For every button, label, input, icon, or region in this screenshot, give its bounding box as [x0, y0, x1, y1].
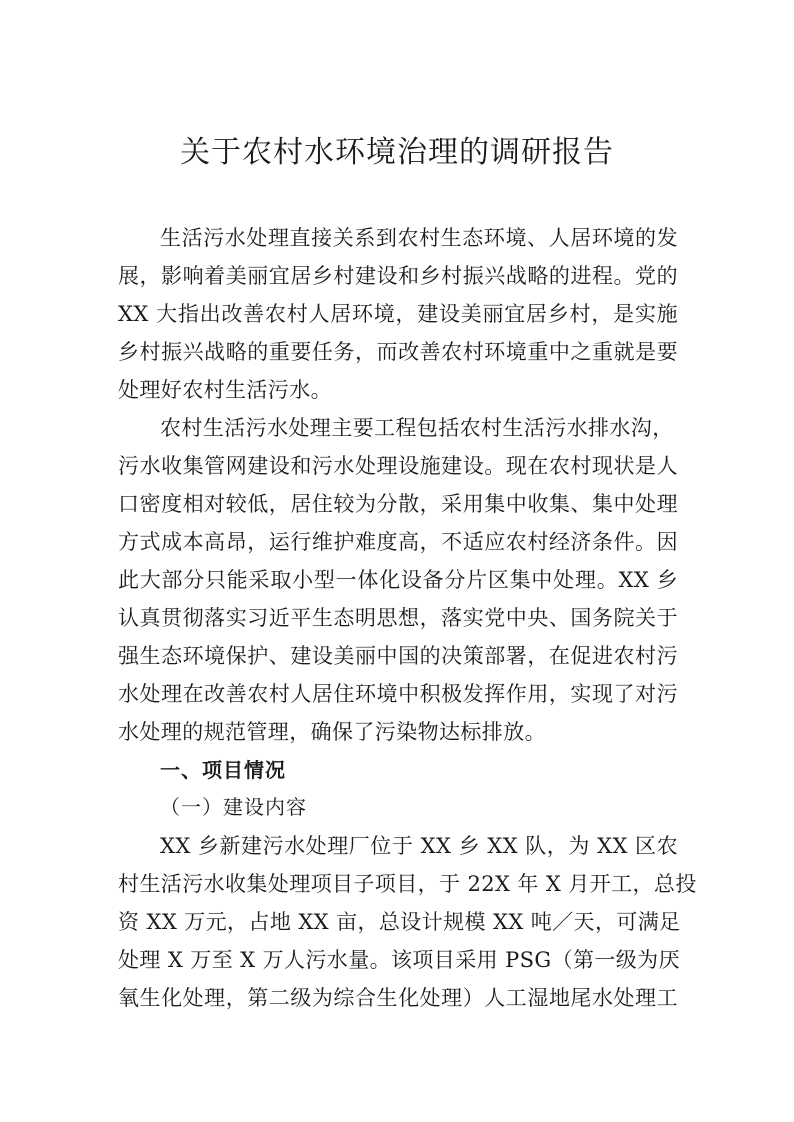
paragraph-3-line-5: 氧生化处理，第二级为综合生化处理）人工湿地尾水处理工 — [118, 986, 678, 1010]
paragraph-2-line-7: 强生态环境保护、建设美丽中国的决策部署，在促进农村污 — [118, 644, 678, 668]
subsection-heading-1: （一）建设内容 — [160, 795, 307, 819]
paragraph-2-line-8: 水处理在改善农村人居住环境中积极发挥作用，实现了对污 — [118, 682, 678, 706]
document-title: 关于农村水环境治理的调研报告 — [180, 135, 614, 170]
paragraph-3-line-2: 村生活污水收集处理项目子项目，于 22X 年 X 月开工，总投 — [118, 872, 697, 896]
paragraph-1-line-3: XX 大指出改善农村人居环境，建设美丽宜居乡村，是实施 — [118, 302, 678, 326]
paragraph-2-line-6: 认真贯彻落实习近平生态明思想，落实党中央、国务院关于 — [118, 606, 678, 630]
paragraph-2-line-9: 水处理的规范管理，确保了污染物达标排放。 — [118, 720, 546, 744]
section-heading-1: 一、项目情况 — [160, 758, 286, 782]
paragraph-1-line-1: 生活污水处理直接关系到农村生态环境、人居环境的发 — [160, 226, 678, 250]
paragraph-3-line-4: 处理 X 万至 X 万人污水量。该项目采用 PSG（第一级为厌 — [118, 948, 680, 972]
paragraph-1-line-2: 展，影响着美丽宜居乡村建设和乡村振兴战略的进程。党的 — [118, 264, 678, 288]
paragraph-2-line-3: 口密度相对较低，居住较为分散，采用集中收集、集中处理 — [118, 492, 678, 516]
paragraph-1-line-5: 处理好农村生活污水。 — [118, 378, 332, 402]
paragraph-2-line-5: 此大部分只能采取小型一体化设备分片区集中处理。XX 乡 — [118, 568, 678, 592]
paragraph-2-line-2: 污水收集管网建设和污水处理设施建设。现在农村现状是人 — [118, 454, 678, 478]
paragraph-1-line-4: 乡村振兴战略的重要任务，而改善农村环境重中之重就是要 — [118, 340, 678, 364]
paragraph-2-line-1: 农村生活污水处理主要工程包括农村生活污水排水沟， — [160, 416, 674, 440]
paragraph-3-line-1: XX 乡新建污水处理厂位于 XX 乡 XX 队，为 XX 区农 — [160, 834, 678, 858]
paragraph-3-line-3: 资 XX 万元，占地 XX 亩，总设计规模 XX 吨／天，可满足 — [118, 910, 681, 934]
paragraph-2-line-4: 方式成本高昂，运行维护难度高，不适应农村经济条件。因 — [118, 530, 678, 554]
